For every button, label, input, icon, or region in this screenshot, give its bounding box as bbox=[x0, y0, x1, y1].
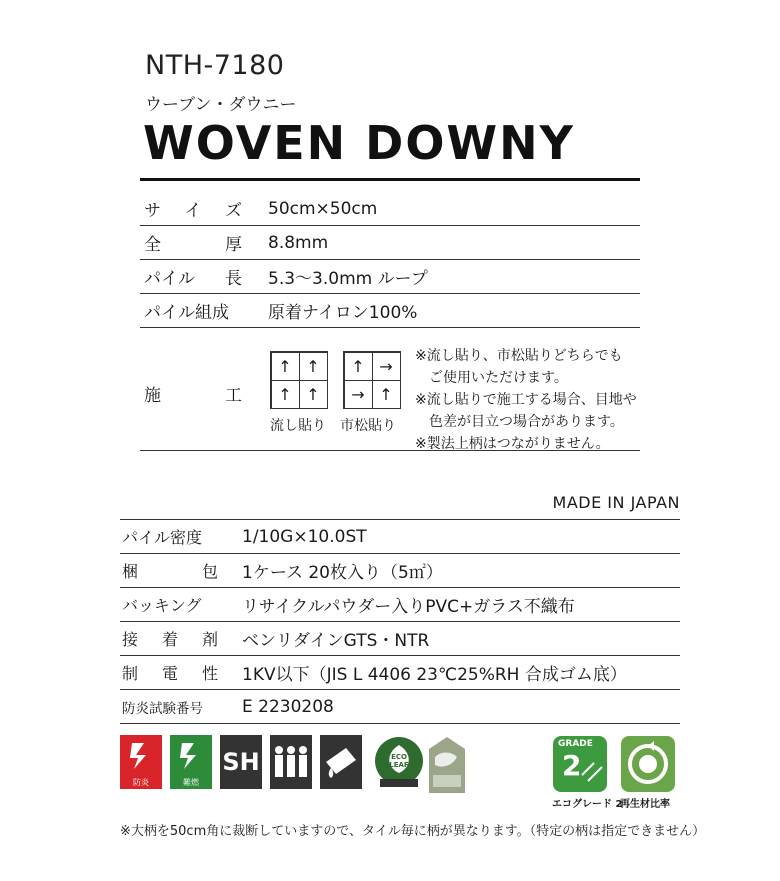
arrow-up-icon: ↑ bbox=[299, 352, 328, 381]
pattern-straight-diagram bbox=[270, 351, 328, 409]
arrow-right-icon: → bbox=[344, 380, 373, 409]
spec-row-pile-composition bbox=[140, 294, 640, 328]
recycle-ratio-caption: 再生材比率 bbox=[620, 799, 670, 810]
arrow-up-icon: ↑ bbox=[271, 352, 300, 381]
spec-label: 全 厚 bbox=[144, 235, 242, 255]
product-title: WOVEN DOWNY bbox=[143, 116, 575, 170]
footnote: ※大柄を50cm角に裁断していますので、タイル毎に柄が異なります。（特定の柄は指定できません） bbox=[120, 824, 706, 839]
spec-label: サ イ ズ bbox=[144, 201, 242, 221]
install-row bbox=[140, 333, 640, 451]
fire-retardant-mark-icon: 防炎 bbox=[120, 735, 162, 789]
pattern-checker-diagram bbox=[343, 351, 401, 409]
spec-value: リサイクルパウダー入りPVC+ガラス不織布 bbox=[242, 597, 575, 617]
spec-label: 制 電 性 bbox=[122, 664, 218, 683]
spec-row-fire-test-number bbox=[120, 690, 680, 724]
spec-label: 梱 包 bbox=[122, 562, 218, 581]
eco-leaf-mark-icon: ECO LEAF bbox=[372, 735, 426, 795]
note-line: ※流し貼りで施工する場合、目地や bbox=[415, 392, 637, 408]
sh-mark-icon: SH bbox=[220, 735, 262, 789]
pattern-checker-caption: 市松貼り bbox=[340, 418, 396, 434]
spec-row-antistatic bbox=[120, 656, 680, 690]
spec-value: 1/10G×10.0ST bbox=[242, 526, 367, 547]
install-notes bbox=[415, 345, 637, 455]
spec-value: 50cm×50cm bbox=[268, 198, 378, 219]
spec-row-pile-length bbox=[140, 260, 640, 294]
note-line: 色差が目立つ場合があります。 bbox=[429, 414, 624, 430]
arrow-up-icon: ↑ bbox=[344, 352, 373, 381]
spec-label: 施 工 bbox=[144, 386, 242, 406]
arrow-right-icon: → bbox=[372, 352, 401, 381]
spec-label: 防炎試験番号 bbox=[122, 700, 203, 717]
spec-value: 1KV以下（JIS L 4406 23℃25%RH 合成ゴム底） bbox=[242, 665, 627, 685]
product-name-kana: ウーブン・ダウニー bbox=[145, 95, 297, 115]
spec-row-adhesive bbox=[120, 622, 680, 656]
spec-row-thickness bbox=[140, 226, 640, 260]
flame-retardant-mark-icon: 難燃 bbox=[170, 735, 212, 789]
people-mark-icon bbox=[270, 735, 312, 789]
spec-row-backing bbox=[120, 588, 680, 622]
pattern-straight-caption: 流し貼り bbox=[270, 418, 326, 434]
spec-value: 5.3〜3.0mm ループ bbox=[268, 269, 428, 289]
spec-label: パイル組成 bbox=[144, 303, 229, 323]
eco-grade-caption: エコグレード 2 bbox=[552, 799, 623, 810]
spec-label: バッキング bbox=[122, 596, 202, 615]
spec-value: 原着ナイロン100% bbox=[268, 303, 418, 323]
spec-row-size bbox=[140, 192, 640, 226]
arrow-up-icon: ↑ bbox=[299, 380, 328, 409]
spec-detail-table bbox=[120, 519, 680, 724]
spec-main-table bbox=[140, 192, 640, 328]
recycle-ratio-mark-icon bbox=[620, 735, 676, 810]
spec-label: パイル 長 bbox=[144, 269, 242, 289]
note-line: ※製法上柄はつながりません。 bbox=[415, 436, 610, 452]
spec-label: 接 着 剤 bbox=[122, 630, 218, 649]
arrow-up-icon: ↑ bbox=[372, 380, 401, 409]
spec-value: E 2230208 bbox=[242, 696, 334, 717]
spec-value: ベンリダインGTS・NTR bbox=[242, 631, 430, 651]
spec-row-packing bbox=[120, 554, 680, 588]
spec-value: 8.8mm bbox=[268, 232, 329, 253]
spec-row-pile-density bbox=[120, 520, 680, 554]
spec-value: 1ケース 20枚入り（5㎡） bbox=[242, 563, 443, 583]
arrow-up-icon: ↑ bbox=[271, 380, 300, 409]
spec-label: パイル密度 bbox=[122, 528, 203, 547]
water-mark-icon bbox=[320, 735, 362, 789]
note-line: ※流し貼り、市松貼りどちらでも bbox=[415, 348, 623, 364]
title-divider bbox=[140, 178, 640, 181]
product-code: NTH-7180 bbox=[145, 50, 285, 81]
recycled-material-mark-icon bbox=[425, 735, 469, 799]
eco-grade-mark-icon: GRADE 2 エコグレード 2 bbox=[552, 735, 608, 797]
made-in-label: MADE IN JAPAN bbox=[552, 493, 680, 512]
note-line: ご使用いただけます。 bbox=[429, 370, 568, 386]
